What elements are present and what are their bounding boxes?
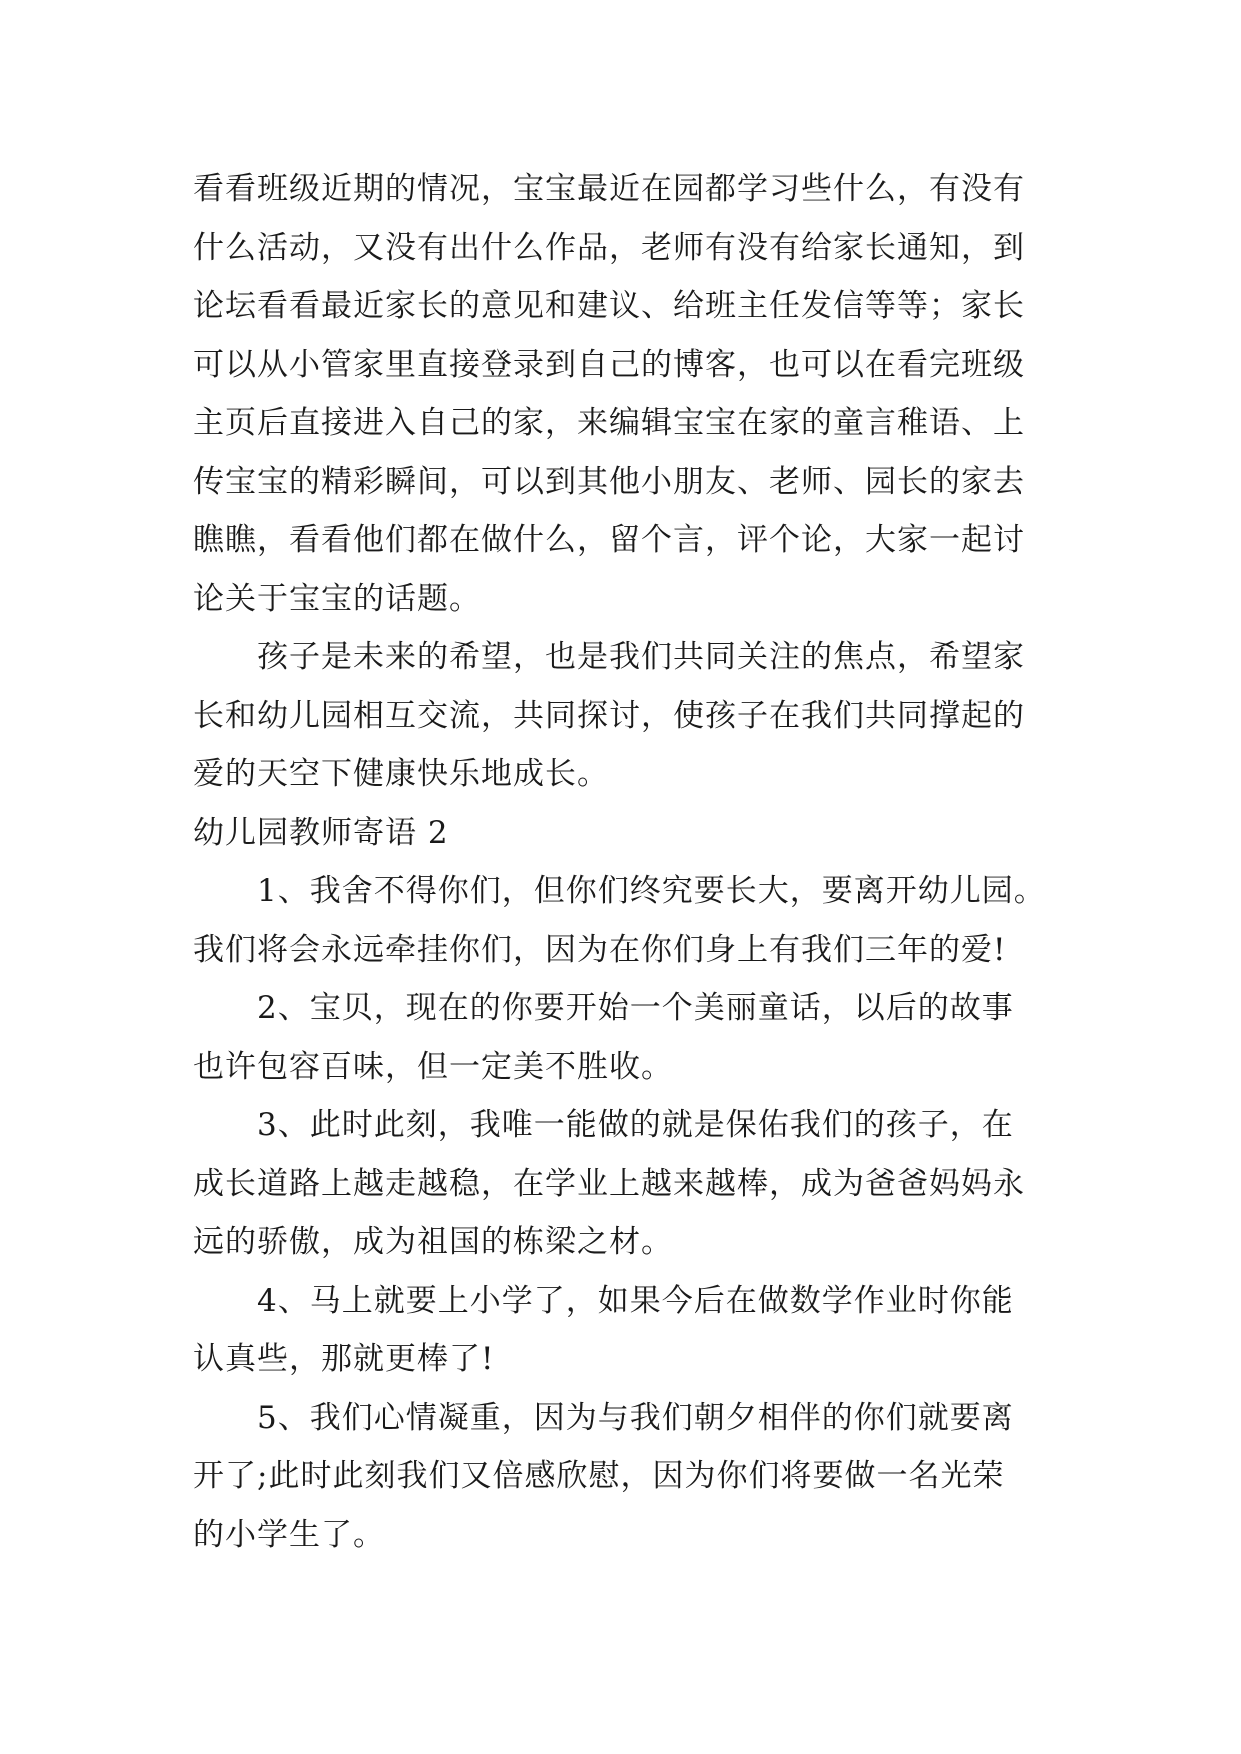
text-line: 我们将会永远牵挂你们，因为在你们身上有我们三年的爱!	[193, 931, 1007, 968]
message-item-4	[193, 1272, 1055, 1389]
paragraph-continued	[193, 160, 1055, 628]
text-line: 2、宝贝，现在的你要开始一个美丽童话，以后的故事	[257, 990, 1014, 1026]
text-line: 传宝宝的精彩瞬间，可以到其他小朋友、老师、园长的家去	[193, 463, 1025, 500]
text-line: 开了;此时此刻我们又倍感欣慰，因为你们将要做一名光荣	[193, 1458, 1005, 1494]
message-item-3	[193, 1096, 1055, 1272]
text-line: 认真些，那就更棒了!	[193, 1341, 495, 1377]
text-line: 主页后直接进入自己的家，来编辑宝宝在家的童言稚语、上	[193, 405, 1025, 441]
section-heading: 幼儿园教师寄语 2	[193, 814, 449, 851]
paragraph-closing	[193, 628, 1055, 804]
text-line: 孩子是未来的希望，也是我们共同关注的焦点，希望家	[257, 639, 1025, 675]
text-line: 什么活动，又没有出什么作品，老师有没有给家长通知，到	[193, 229, 1025, 266]
text-line: 的小学生了。	[193, 1516, 385, 1553]
document-body	[193, 160, 1055, 1564]
message-item-1	[193, 862, 1055, 979]
text-line: 远的骄傲，成为祖国的栋梁之材。	[193, 1224, 673, 1260]
text-line: 成长道路上越走越稳，在学业上越来越棒，成为爸爸妈妈永	[193, 1165, 1025, 1202]
message-item-2	[193, 979, 1055, 1096]
text-line: 爱的天空下健康快乐地成长。	[193, 756, 609, 792]
text-line: 看看班级近期的情况，宝宝最近在园都学习些什么，有没有	[193, 171, 1025, 207]
text-line: 可以从小管家里直接登录到自己的博客，也可以在看完班级	[193, 346, 1025, 383]
text-line: 也许包容百味，但一定美不胜收。	[193, 1048, 673, 1085]
text-line: 瞧瞧，看看他们都在做什么，留个言，评个论，大家一起讨	[193, 522, 1025, 558]
text-line: 4、马上就要上小学了，如果今后在做数学作业时你能	[257, 1282, 1014, 1319]
text-line: 论坛看看最近家长的意见和建议、给班主任发信等等；家长	[193, 288, 1025, 324]
text-line: 1、我舍不得你们，但你们终究要长大，要离开幼儿园。	[257, 873, 1046, 909]
text-line: 论关于宝宝的话题。	[193, 580, 481, 617]
text-line: 3、此时此刻，我唯一能做的就是保佑我们的孩子，在	[257, 1107, 1014, 1143]
text-line: 5、我们心情凝重，因为与我们朝夕相伴的你们就要离	[257, 1399, 1014, 1436]
text-line: 长和幼儿园相互交流，共同探讨，使孩子在我们共同撑起的	[193, 697, 1025, 734]
message-item-5	[193, 1389, 1055, 1565]
